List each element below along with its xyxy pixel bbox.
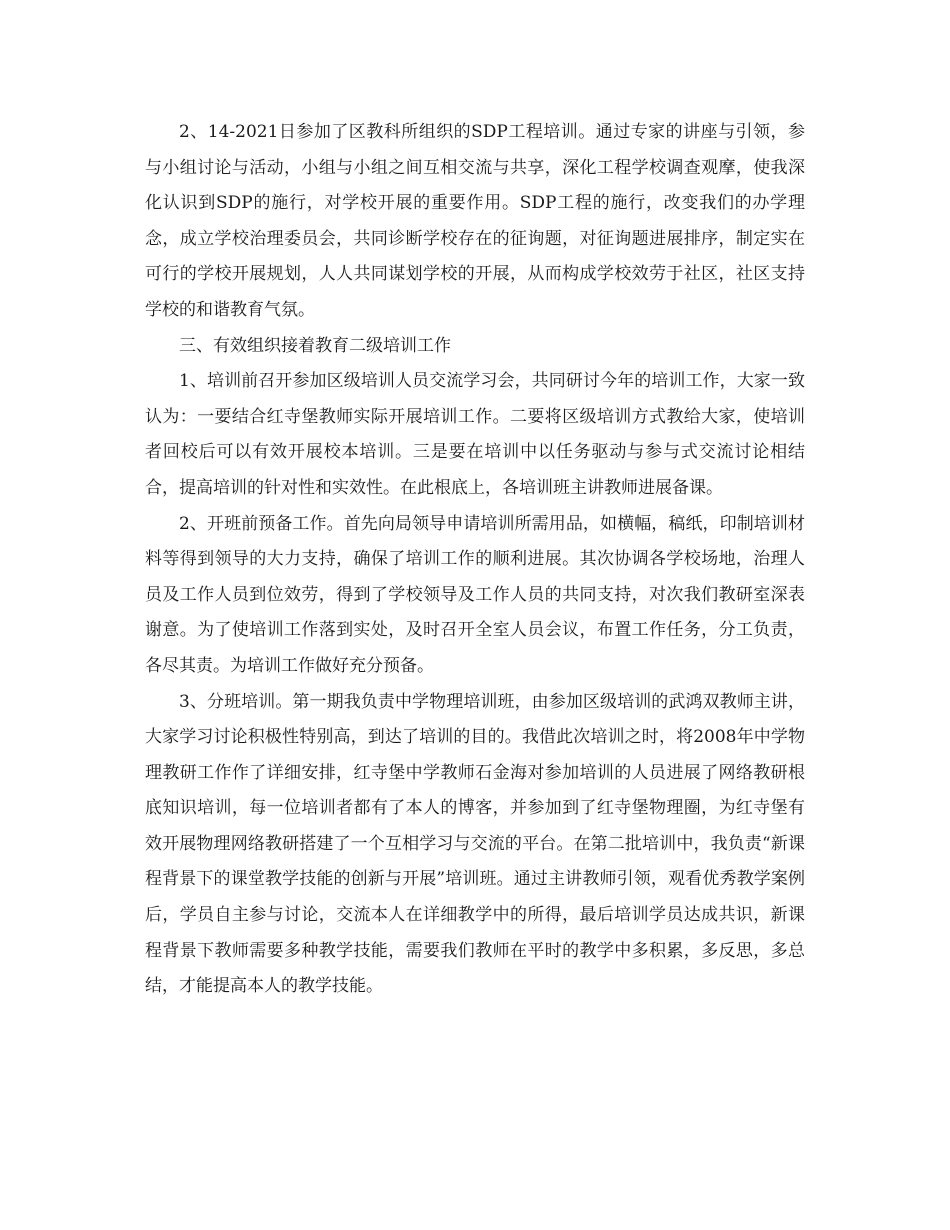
paragraph-class-training: 3、分班培训。第一期我负责中学物理培训班，由参加区级培训的武鸿双教师主讲，大家学习讨论积极性特别高，到达了培训的目的。我借此次培训之时，将2008年中学物理教研工作作了详细安排，红寺堡中学教师石金海对参加培训的人员进展了网络教研根底知识培训，每一位培训者都有了本人的博客，并参加到了红寺堡物理圈，为红寺堡有效开展物理网络教研搭建了一个互相学习与交流的平台。在第二批培训中，我负责“新课程背景下的课堂教学技能的创新与开展”培训班。通过主讲教师引领，观看优秀教学案例后，学员自主参与讨论，交流本人在详细教学中的所得，最后培训学员达成共识，新课程背景下教师需要多种教学技能，需要我们教师在平时的教学中多积累，多反思，多总结，才能提高本人的教学技能。 [145,691,805,997]
section-heading-continuing-education: 三、有效组织接着教育二级培训工作 [179,335,451,356]
paragraph-sdp-training: 2、14-2021日参加了区教科所组织的SDP工程培训。通过专家的讲座与引领，参与小组讨论与活动，小组与小组之间互相交流与共享，深化工程学校调查观摩，使我深化认识到SDP的施行，对学校开展的重要作用。SDP工程的施行，改变我们的办学理念，成立学校治理委员会，共同诊断学校存在的征询题，对征询题进展排序，制定实在可行的学校开展规划，人人共同谋划学校的开展，从而构成学校效劳于社区，社区支持学校的和谐教育气氛。 [145,122,805,320]
paragraph-preparation-work: 2、开班前预备工作。首先向局领导申请培训所需用品，如横幅，稿纸，印制培训材料等得到领导的大力支持，确保了培训工作的顺利进展。其次协调各学校场地，治理人员及工作人员到位效劳，得到了学校领导及工作人员的共同支持，对次我们教研室深表谢意。为了使培训工作落到实处，及时召开全室人员会议，布置工作任务，分工负责，各尽其责。为培训工作做好充分预备。 [145,513,805,676]
document-body [145,115,805,1005]
paragraph-pre-training-meeting: 1、培训前召开参加区级培训人员交流学习会，共同研讨今年的培训工作，大家一致认为：一要结合红寺堡教师实际开展培训工作。二要将区级培训方式教给大家，使培训者回校后可以有效开展校本培训。三是要在培训中以任务驱动与参与式交流讨论相结合，提高培训的针对性和实效性。在此根底上，各培训班主讲教师进展备课。 [145,371,805,498]
